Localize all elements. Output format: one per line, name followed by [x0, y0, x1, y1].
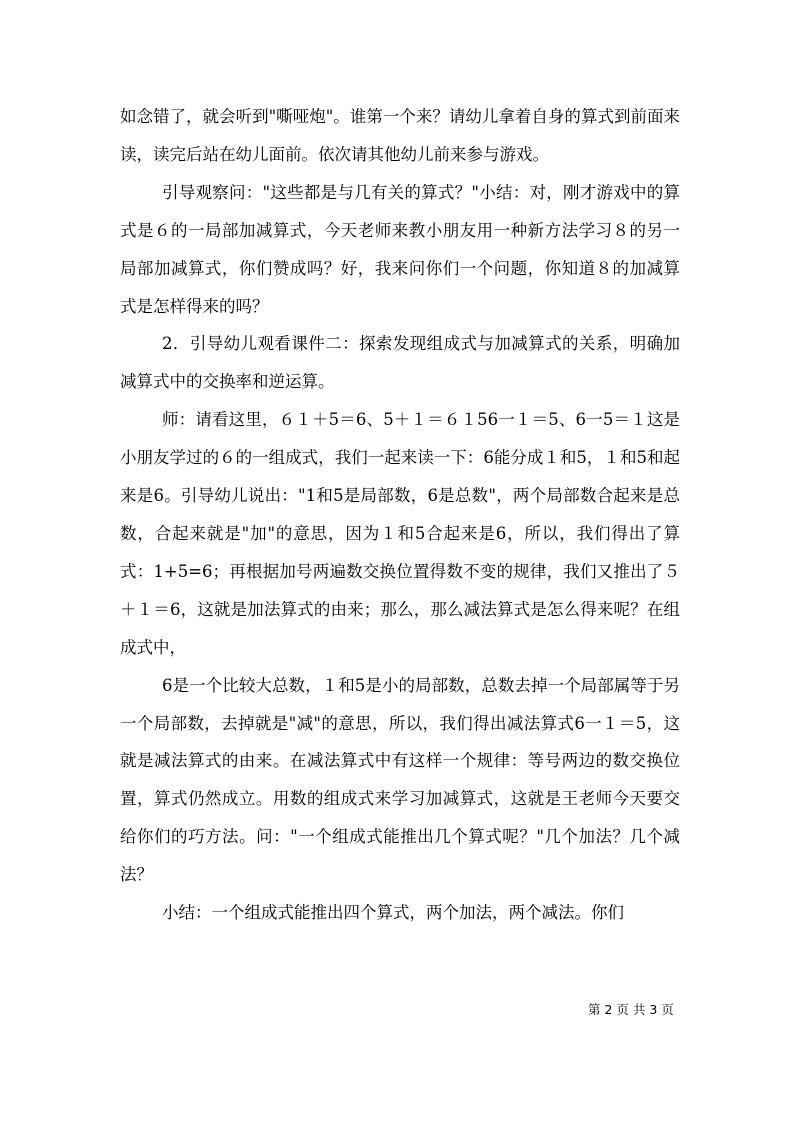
page-number-footer: 第 2 页 共 3 页: [588, 1002, 674, 1017]
paragraph-4: 师：请看这里，６１＋5＝6、5＋１＝６１56一１＝5、6一5＝１这是小朋友学过的６的一组成式，我们一起来读一下：6能分成１和5，１和5和起来是6。引导幼儿说出："1和5是局部数，6是总数"，两个局部数合起来是总数，合起来就是"加"的意思，因为１和5合起来是6，所以，我们得出了算式：1+5=6；再根据加号两遍数交换位置得数不变的规律，我们又推出了５＋１＝6，这就是加法算式的由来；那么，那么减法算式是怎么得来呢？在组成式中，: [120, 410, 680, 657]
paragraph-6: 小结：一个组成式能推出四个算式，两个加法，两个减法。你们: [162, 903, 624, 923]
paragraph-2: 引导观察问："这些都是与几有关的算式？"小结：对，刚才游戏中的算式是６的一局部加减算式，今天老师来教小朋友用一种新方法学习８的另一局部加减算式，你们赞成吗？好，我来问你们一个问题，你知道８的加减算式是怎样得来的吗？: [120, 182, 680, 316]
paragraph-1: 如念错了，就会听到"嘶哑炮"。谁第一个来？请幼儿拿着自身的算式到前面来读，读完后站在幼儿面前。依次请其他幼儿前来参与游戏。: [120, 107, 680, 164]
paragraph-3: 2．引导幼儿观看课件二：探索发现组成式与加减算式的关系，明确加减算式中的交换率和逆运算。: [120, 334, 680, 392]
paragraph-5: 6是一个比较大总数，１和5是小的局部数，总数去掉一个局部属等于另一个局部数，去掉就是"减"的意思，所以，我们得出减法算式6一１＝5，这就是减法算式的由来。在减法算式中有这样一个规律：等号两边的数交换位置，算式仍然成立。用数的组成式来学习加减算式，这就是王老师今天要交给你们的巧方法。问："一个组成式能推出几个算式呢？"几个加法？几个减法？: [120, 675, 680, 885]
document-body: [120, 98, 680, 932]
